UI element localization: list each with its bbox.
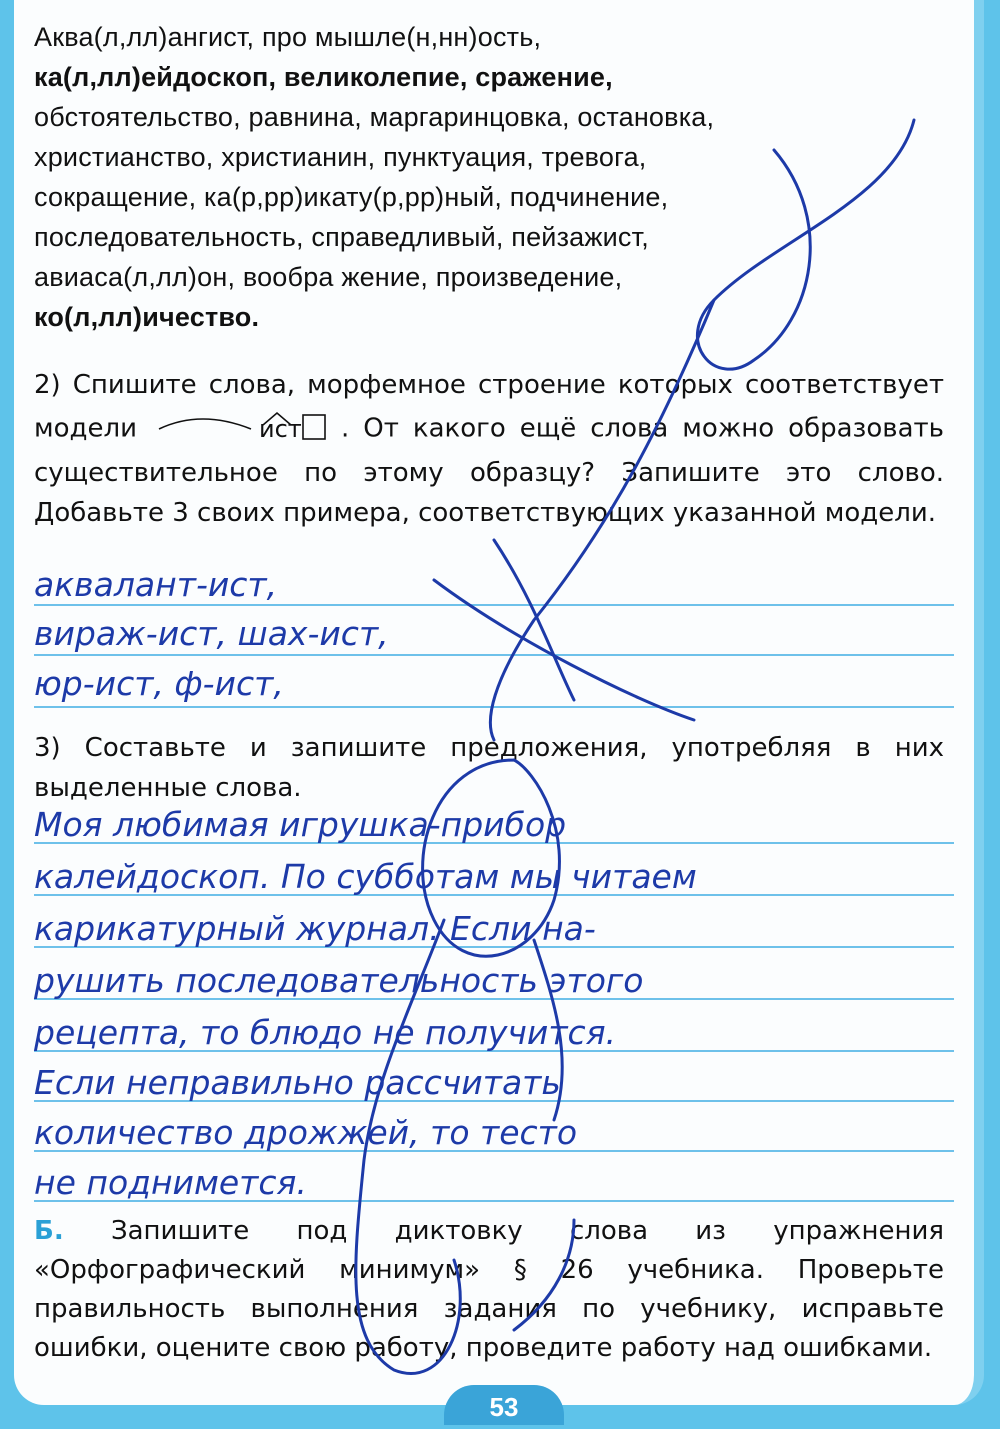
handwritten-sentence: рушить последовательность этого: [34, 961, 644, 1000]
word-line: обстоятельство, равнина, маргаринцовка, остановка,: [34, 102, 715, 132]
handwritten-sentence: Моя любимая игрушка-прибор: [34, 805, 567, 844]
task-2-prefix: 2) Спишите слова, морфемное строение которых соответствует модели: [34, 370, 944, 444]
handwritten-answer: вираж-ист, шах-ист,: [34, 614, 389, 653]
word-line: сокращение, ка(р,рр)икату(р,рр)ный, подчинение,: [34, 182, 669, 212]
word-line: Аква(л,лл)ангист, про мышле(н,нн)ость,: [34, 22, 542, 52]
section-b-text: Запишите под диктовку слова из упражнения «Орфографический минимум» § 26 учебника. Проверьте правильность выполнения задания по учебнику, исправьте ошибки, оцените свою работу, проведите работу над ошибками.: [34, 1216, 945, 1363]
task-3-text: 3) Составьте и запишите предложения, употребляя в них выделенные слова.: [34, 733, 944, 803]
workbook-page: [14, 0, 984, 1422]
handwritten-answer: юр-ист, ф-ист,: [34, 664, 284, 703]
handwritten-sentence: не поднимется.: [34, 1163, 307, 1202]
ruled-line: [34, 706, 954, 708]
word-line: последовательность, справедливый, пейзажист,: [34, 222, 649, 252]
ruled-line: [34, 654, 954, 656]
model-suffix: ист: [259, 415, 302, 443]
word-line: ко(л,лл)ичество.: [34, 302, 260, 332]
page-number: 53: [444, 1385, 564, 1425]
handwritten-sentence: рецепта, то блюдо не получится.: [34, 1013, 617, 1052]
handwritten-sentence: карикатурный журнал. Если на-: [34, 909, 596, 948]
handwritten-sentence: Если неправильно рассчитать: [34, 1063, 561, 1102]
ruled-line: [34, 604, 954, 606]
morpheme-model: [151, 405, 341, 453]
task-2-text: [34, 365, 944, 533]
word-line: авиаса(л,лл)он, вообра жение, произведение,: [34, 262, 623, 292]
handwritten-sentence: количество дрожжей, то тесто: [34, 1113, 578, 1152]
section-b-letter: Б.: [34, 1216, 64, 1246]
section-b: [34, 1212, 944, 1368]
handwritten-answer: аквалант-ист,: [34, 565, 278, 604]
task-2-rest: . От какого ещё слова можно образовать существительное по этому образцу? Запишите это слово. Добавьте 3 своих примера, соответствующих указанной модели.: [34, 413, 944, 528]
handwritten-sentence: калейдоскоп. По субботам мы читаем: [34, 857, 697, 896]
word-line: ка(л,лл)ейдоскоп, великолепие, сражение,: [34, 62, 613, 92]
word-line: христианство, христианин, пунктуация, тревога,: [34, 142, 647, 172]
